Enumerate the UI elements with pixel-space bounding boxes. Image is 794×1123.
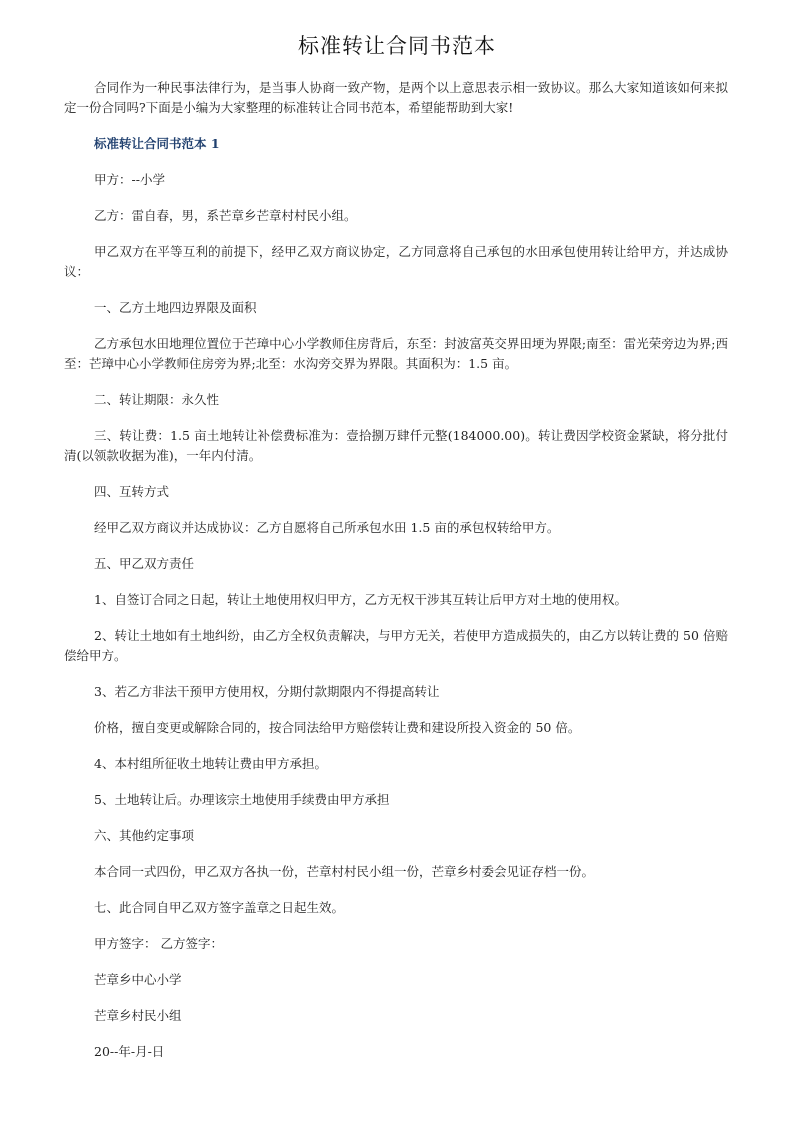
clause-heading-method: 四、互转方式 bbox=[94, 484, 170, 499]
boundaries-paragraph: 乙方承包水田地理位置位于芒璋中心小学教师住房背后，东至：封波富英交界田埂为界限;南至：雷光荣旁边为界;西至：芒璋中心小学教师住房旁为界;北至：水沟旁交界为界限。其面积为：1.5 亩。 bbox=[64, 336, 728, 371]
responsibility-item-4: 4、本村组所征收土地转让费由甲方承担。 bbox=[94, 756, 327, 771]
responsibility-item-3: 3、若乙方非法干预甲方使用权，分期付款期限内不得提高转让 bbox=[94, 684, 440, 699]
party-a-line: 甲方：--小学 bbox=[94, 172, 165, 187]
page-title: 标准转让合同书范本 bbox=[298, 34, 496, 58]
intro-paragraph: 合同作为一种民事法律行为，是当事人协商一致产物，是两个以上意思表示相一致协议。那么大家知道该如何来拟定一份合同吗?下面是小编为大家整理的标准转让合同书范本，希望能帮助到大家! bbox=[64, 80, 728, 115]
clause-heading-other: 六、其他约定事项 bbox=[94, 828, 195, 843]
section-heading: 标准转让合同书范本 1 bbox=[94, 136, 220, 151]
clause-term: 二、转让期限：永久性 bbox=[94, 392, 220, 407]
party-b-line: 乙方：雷自春，男，系芒章乡芒章村村民小组。 bbox=[94, 208, 357, 223]
clause-heading-boundaries: 一、乙方土地四边界限及面积 bbox=[94, 300, 257, 315]
copies-paragraph: 本合同一式四份，甲乙双方各执一份，芒章村村民小组一份，芒章乡村委会见证存档一份。 bbox=[94, 864, 595, 879]
date-line: 20--年-月-日 bbox=[94, 1044, 165, 1059]
signatory-school: 芒章乡中心小学 bbox=[94, 972, 182, 987]
document-body bbox=[64, 78, 728, 1078]
clause-transfer-fee: 三、转让费：1.5 亩土地转让补偿费标准为：壹拾捌万肆仟元整(184000.00)。转让费因学校资金紧缺，将分批付清(以领款收据为准)，一年内付清。 bbox=[64, 428, 728, 463]
responsibility-item-3-continued: 价格，擅自变更或解除合同的，按合同法给甲方赔偿转让费和建设所投入资金的 50 倍。 bbox=[94, 720, 581, 735]
method-paragraph: 经甲乙双方商议并达成协议：乙方自愿将自己所承包水田 1.5 亩的承包权转给甲方。 bbox=[94, 520, 560, 535]
responsibility-item-1: 1、自签订合同之日起，转让土地使用权归甲方，乙方无权干涉其互转让后甲方对土地的使用权。 bbox=[94, 592, 627, 607]
clause-heading-responsibilities: 五、甲乙双方责任 bbox=[94, 556, 195, 571]
responsibility-item-5: 5、土地转让后。办理该宗土地使用手续费由甲方承担 bbox=[94, 792, 390, 807]
agreement-preamble: 甲乙双方在平等互利的前提下，经甲乙双方商议协定，乙方同意将自己承包的水田承包使用转让给甲方，并达成协议： bbox=[64, 244, 728, 279]
effective-clause: 七、此合同自甲乙双方签字盖章之日起生效。 bbox=[94, 900, 345, 915]
signatory-village-group: 芒章乡村民小组 bbox=[94, 1008, 182, 1023]
responsibility-item-2: 2、转让土地如有土地纠纷，由乙方全权负责解决，与甲方无关，若使甲方造成损失的，由乙方以转让费的 50 倍赔偿给甲方。 bbox=[64, 628, 728, 663]
signature-line: 甲方签字： 乙方签字： bbox=[94, 936, 223, 951]
